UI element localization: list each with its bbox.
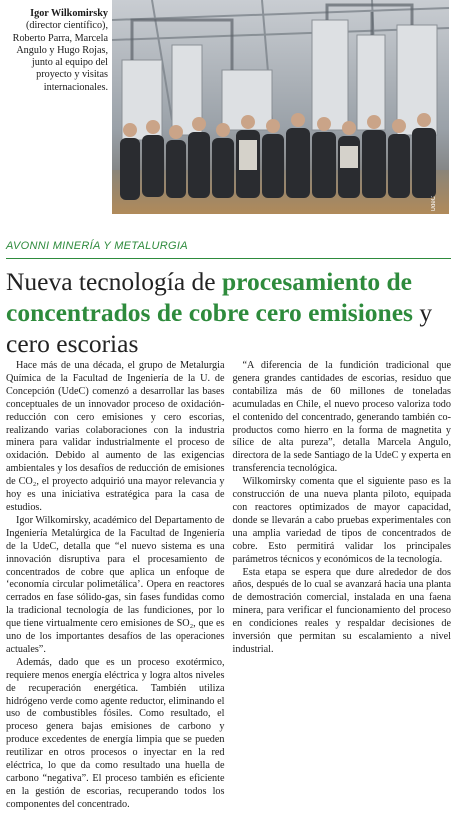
paragraph: Además, dado que es un proceso exotérmico, requiere menos energía eléctrica y logra altos niveles de recuperación energética. También utiliza hidrógeno verde como agente reductor, eliminando el uso de combustibles fósiles. Como resultado, el proceso genera bajas emisiones de carbono y produce excedentes de energía limpia que se pueden reutilizar en otros procesos o inyectar en la red eléctrica, lo que da como resultado una huella de carbono “negativa”. El proceso también es eficiente en la gestión de escorias, recuperando todos los componentes del concentrado. bbox=[6, 656, 225, 810]
caption-text: (director científico), Roberto Parra, Marcela Angulo y Hugo Rojas, junto al equipo del proyecto y visitas internacionales. bbox=[12, 20, 108, 93]
paragraph: “A diferencia de la fundición tradicional que genera grandes cantidades de escorias, residuo que contabiliza más de 60 millones de toneladas acumuladas en Chile, el nuevo proceso valoriza todo el contenido del concentrado, generando también co-productos como hierro en la forma de magnetita y sílice de alta pureza”, detalla Marcela Angulo, directora de la sede Santiago de la UdeC y experta en transferencia tecnológica. bbox=[232, 360, 451, 475]
photo-credit: UdeC bbox=[431, 196, 437, 212]
paragraph: Hace más de una década, el grupo de Metalurgia Química de la Facultad de Ingeniería de la U. de Concepción (UdeC) comenzó a desarrollar las bases conceptuales de un innovador proceso de oxidación-reducción con cero emisiones y cero escorias, realizando varias colaboraciones con la industria minera para validar industrialmente el proceso de oxidación. Debido al aumento de las exigencias ambientales y los desafíos de reducción de emisiones de CO₂, el proyecto adquirió una mayor relevancia y hoy es una iniciativa estratégica para la casa de estudios. bbox=[6, 360, 225, 513]
article-body bbox=[6, 360, 451, 835]
team-photo bbox=[112, 0, 449, 214]
paragraph: Wilkomirsky comenta que el siguiente paso es la construcción de una nueva planta piloto, equipada con reactores optimizados de mayor capacidad, donde se llevarán a cabo pruebas experimentales con una amplia variedad de tipos de concentrados de cobre. Esto permitirá validar los principales parámetros técnicos y económicos de la tecnología. bbox=[232, 476, 451, 565]
section-divider bbox=[6, 258, 451, 259]
headline-part-1: Nueva tecnología de bbox=[6, 267, 222, 296]
paragraph: Igor Wilkomirsky, académico del Departamento de Ingeniería Metalúrgica de la Facultad de Ingeniería de la UdeC, detalla que “el nuevo sistema es una innovación disruptiva para el procesamiento de concentrados de cobre que aplica un enfoque de ‘economía circular polimetálica’. Opera en reactores cerrados en fase sólido-gas, sin fases fundidas como la tradicional tecnología de las fundiciones, por lo que tiene virtualmente cero emisiones de SO₂, que es uno de los importantes desafíos de las operaciones actuales”. bbox=[6, 514, 225, 655]
team-photo-illustration bbox=[112, 0, 449, 214]
paragraph: Esta etapa se espera que dure alrededor de dos años, después de lo cual se avanzará hacia una planta de demostración comercial, instalada en una faena minera, para verificar el funcionamiento del proceso en condiciones reales y respaldar decisiones de inversión que permitan su escalamiento a nivel industrial. bbox=[232, 566, 451, 655]
headline-part-3: y cero escorias bbox=[6, 298, 433, 358]
photo-caption bbox=[12, 8, 108, 94]
article-headline bbox=[6, 266, 451, 359]
photo-block bbox=[0, 0, 457, 218]
headline-highlight: procesamiento de concentrados de cobre cero emisiones bbox=[6, 267, 413, 327]
caption-names: Igor Wilkomirsky bbox=[30, 8, 108, 19]
section-label: AVONNI MINERÍA Y METALURGIA bbox=[6, 240, 188, 252]
